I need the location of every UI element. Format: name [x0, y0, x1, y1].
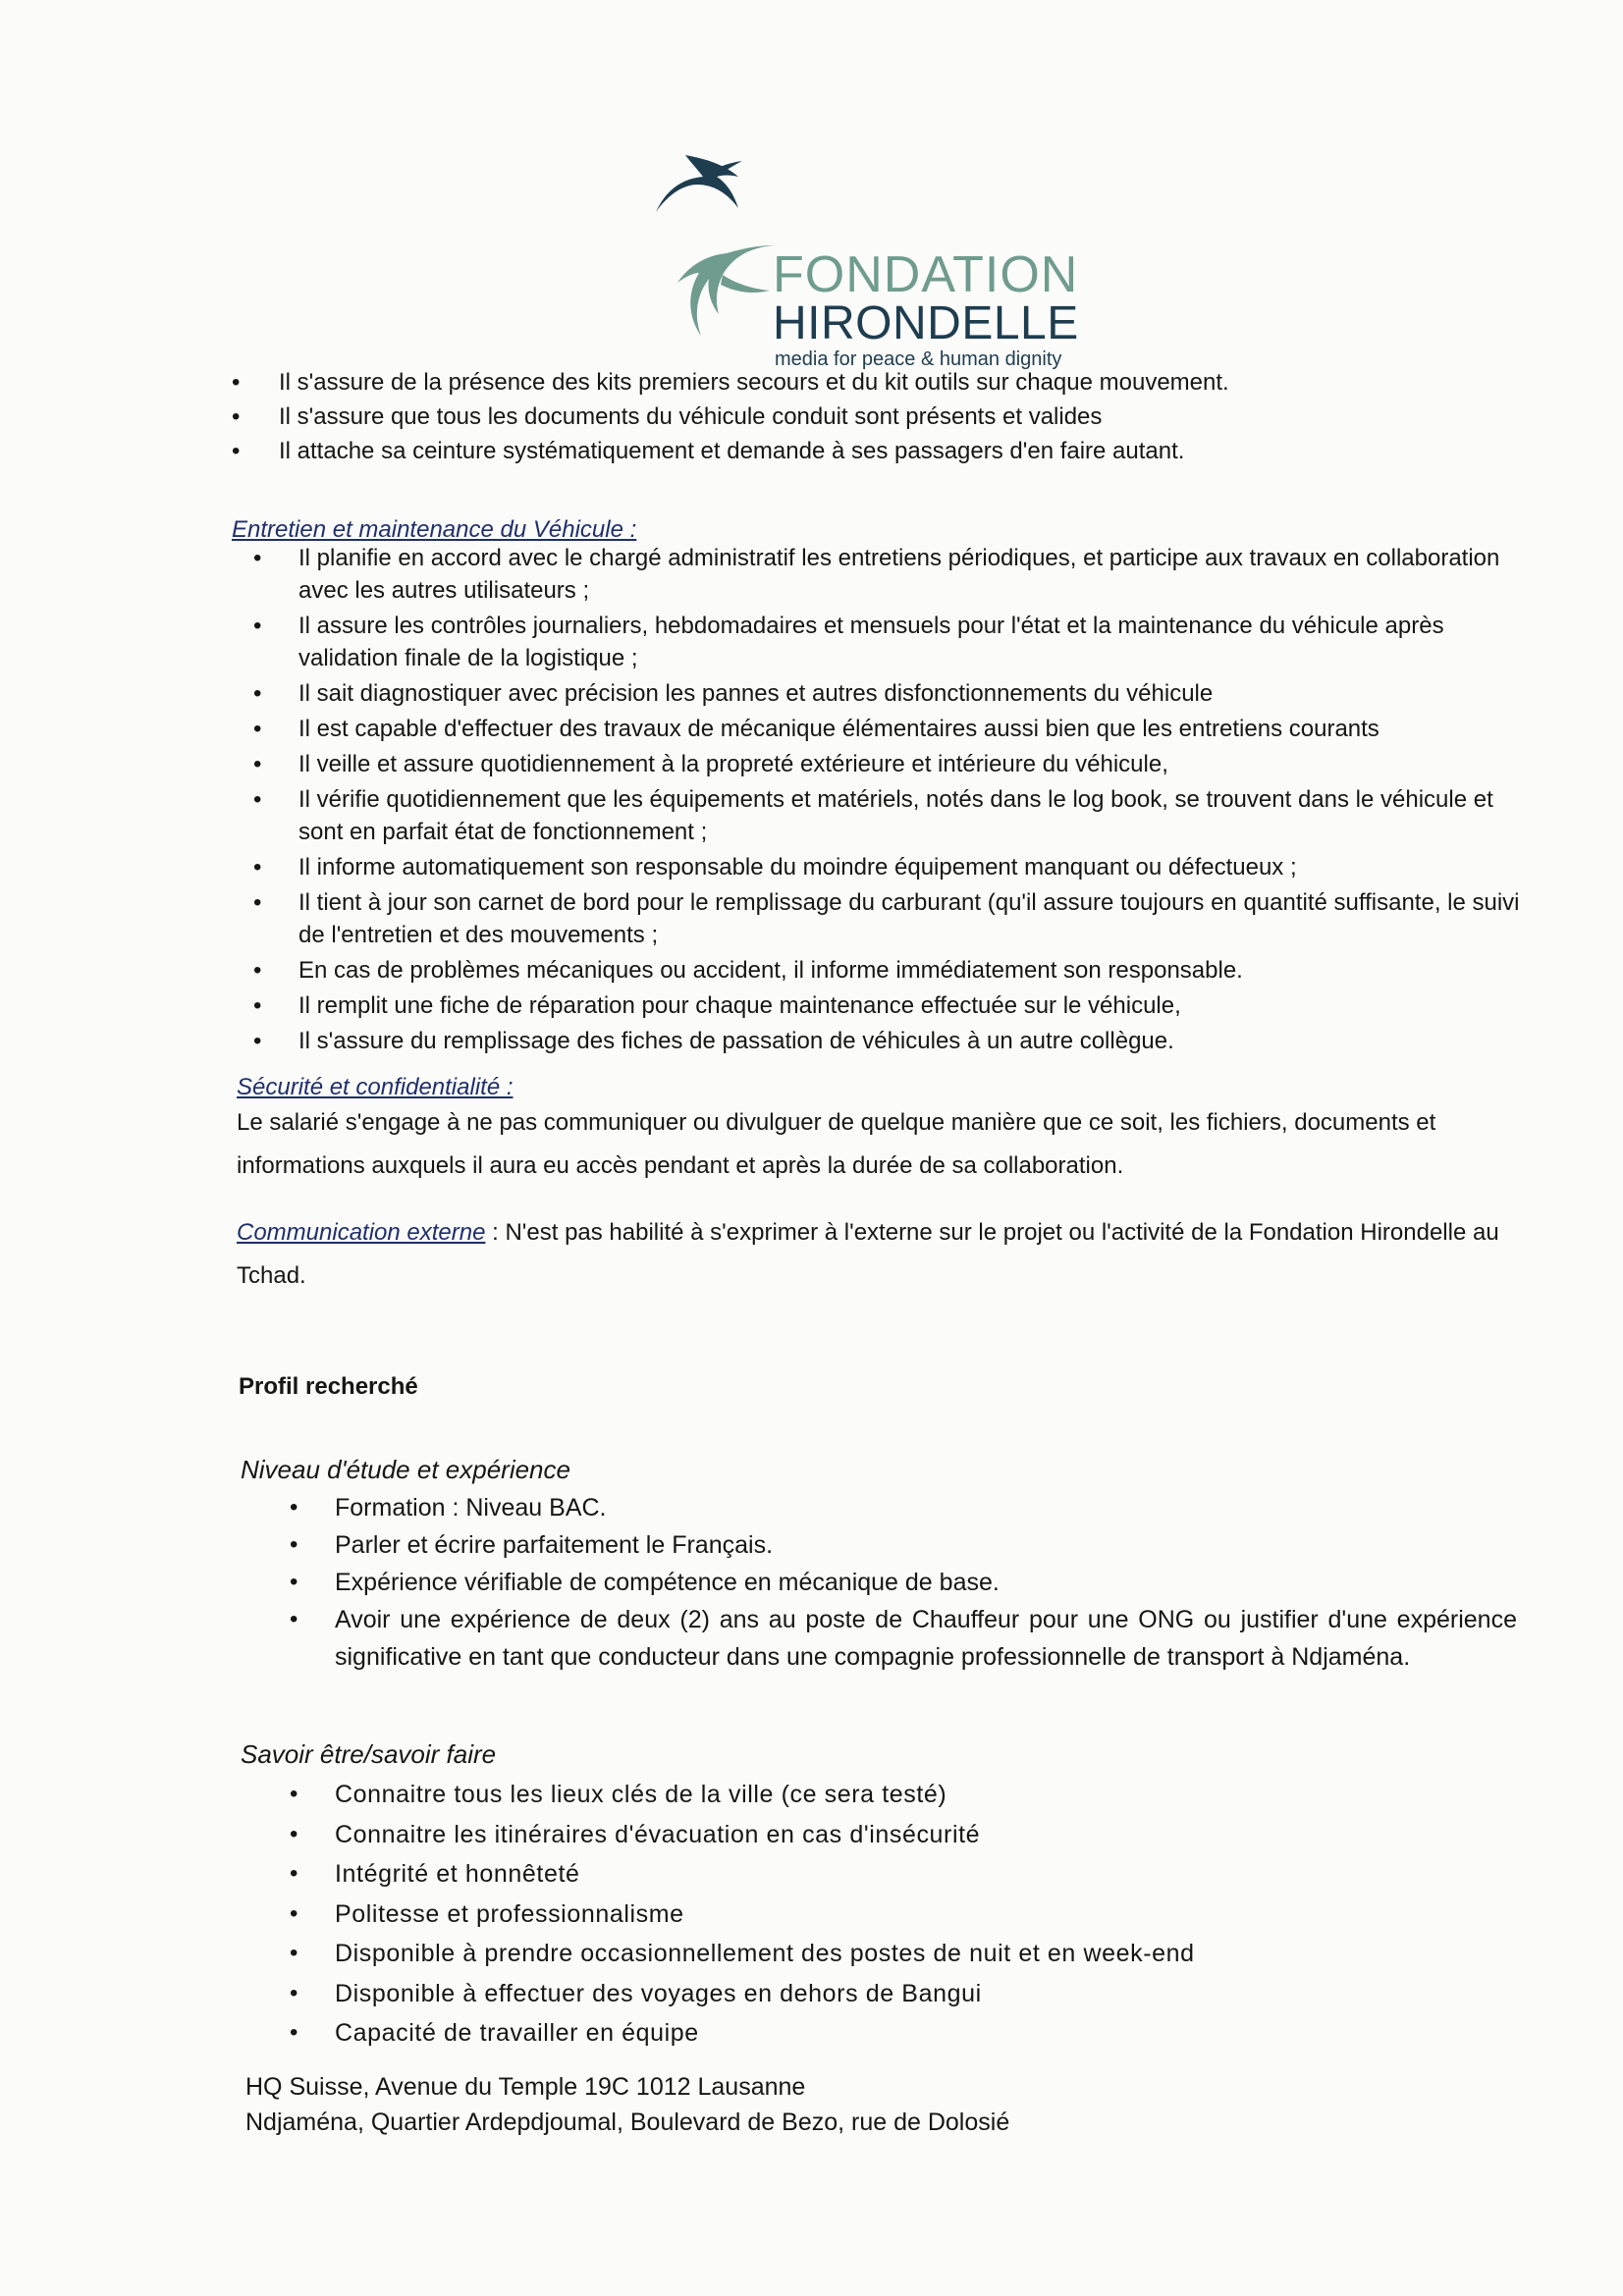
list-item: • Connaitre tous les lieux clés de la ville (ce sera testé)	[290, 1775, 1517, 1815]
list-item: • Il remplit une fiche de réparation pour chaque maintenance effectuée sur le véhicule,	[253, 989, 1520, 1022]
list-item: • Il attache sa ceinture systématiquement et demande à ses passagers d'en faire autant.	[232, 434, 1380, 468]
list-item: • Il sait diagnostiquer avec précision les pannes et autres disfonctionnements du véhicule	[253, 677, 1520, 710]
maintenance-heading: Entretien et maintenance du Véhicule :	[232, 516, 637, 543]
list-item: • Avoir une expérience de deux (2) ans au poste de Chauffeur pour une ONG ou justifier d'une expérience significative en tant que conducteur dans une compagnie professionnelle de transport à Ndjaména.	[290, 1601, 1517, 1676]
list-item: • Capacité de travailler en équipe	[290, 2013, 1517, 2054]
communication-paragraph	[237, 1211, 1533, 1298]
list-item: • Expérience vérifiable de compétence en mécanique de base.	[290, 1564, 1517, 1601]
skills-list	[290, 1775, 1517, 2054]
list-item: • Il s'assure de la présence des kits premiers secours et du kit outils sur chaque mouvement.	[232, 365, 1380, 400]
skills-heading: Savoir être/savoir faire	[241, 1739, 497, 1769]
list-item: • Il planifie en accord avec le chargé administratif les entretiens périodiques, et participe aux travaux en collaboration avec les autres utilisateurs ;	[253, 542, 1520, 607]
list-item: • Disponible à effectuer des voyages en dehors de Bangui	[290, 1974, 1517, 2014]
profile-title: Profil recherché	[239, 1373, 418, 1400]
communication-heading: Communication externe	[237, 1219, 486, 1246]
list-item: • Formation : Niveau BAC.	[290, 1489, 1517, 1526]
list-item: • Politesse et professionnalisme	[290, 1895, 1517, 1935]
logo-line-fondation: FONDATION	[773, 246, 1079, 303]
list-item: • Connaitre les itinéraires d'évacuation en cas d'insécurité	[290, 1815, 1517, 1855]
communication-text: N'est pas habilité à s'exprimer à l'externe sur le projet ou l'activité de la Fondation Hirondelle au Tchad.	[237, 1219, 1499, 1289]
list-item: • Il vérifie quotidiennement que les équipements et matériels, notés dans le log book, se trouvent dans le véhicule et sont en parfait état de fonctionnement ;	[253, 783, 1520, 848]
list-item: • Parler et écrire parfaitement le Français.	[290, 1526, 1517, 1564]
communication-separator: :	[485, 1219, 506, 1246]
list-item: • Il tient à jour son carnet de bord pour le remplissage du carburant (qu'il assure toujours en quantité suffisante, le suivi de l'entretien et des mouvements ;	[253, 886, 1520, 951]
list-item: • Disponible à prendre occasionnellement des postes de nuit et en week-end	[290, 1934, 1517, 1974]
education-heading: Niveau d'étude et expérience	[241, 1455, 570, 1484]
top-bullet-list	[232, 365, 1380, 468]
address-block	[245, 2069, 1009, 2140]
education-list	[290, 1489, 1517, 1676]
list-item: • Il s'assure du remplissage des fiches de passation de véhicules à un autre collègue.	[253, 1025, 1520, 1057]
swallow-bird-icon	[648, 147, 776, 353]
list-item: • En cas de problèmes mécaniques ou accident, il informe immédiatement son responsable.	[253, 954, 1520, 987]
security-heading: Sécurité et confidentialité :	[237, 1074, 514, 1100]
list-item: • Il s'assure que tous les documents du véhicule conduit sont présents et valides	[232, 400, 1380, 434]
address-line-hq: HQ Suisse, Avenue du Temple 19C 1012 Lausanne	[245, 2073, 806, 2101]
fondation-hirondelle-logo	[648, 147, 1080, 368]
address-line-ndjamena: Ndjaména, Quartier Ardepdjoumal, Boulevard de Bezo, rue de Dolosié	[245, 2109, 1010, 2136]
logo-line-hirondelle: HIRONDELLE	[773, 297, 1079, 349]
list-item: • Il est capable d'effectuer des travaux de mécanique élémentaires aussi bien que les entretiens courants	[253, 713, 1520, 745]
list-item: • Intégrité et honnêteté	[290, 1854, 1517, 1895]
list-item: • Il veille et assure quotidiennement à la propreté extérieure et intérieure du véhicule,	[253, 748, 1520, 780]
maintenance-list	[253, 542, 1520, 1060]
list-item: • Il assure les contrôles journaliers, hebdomadaires et mensuels pour l'état et la maintenance du véhicule après validation finale de la logistique ;	[253, 610, 1520, 674]
logo-tagline: media for peace & human dignity	[775, 348, 1062, 370]
list-item: • Il informe automatiquement son responsable du moindre équipement manquant ou défectueux ;	[253, 851, 1520, 883]
security-paragraph: Le salarié s'engage à ne pas communiquer ou divulguer de quelque manière que ce soit, les fichiers, documents et informations auxquels il aura eu accès pendant et après la durée de sa collaboration.	[237, 1109, 1436, 1179]
